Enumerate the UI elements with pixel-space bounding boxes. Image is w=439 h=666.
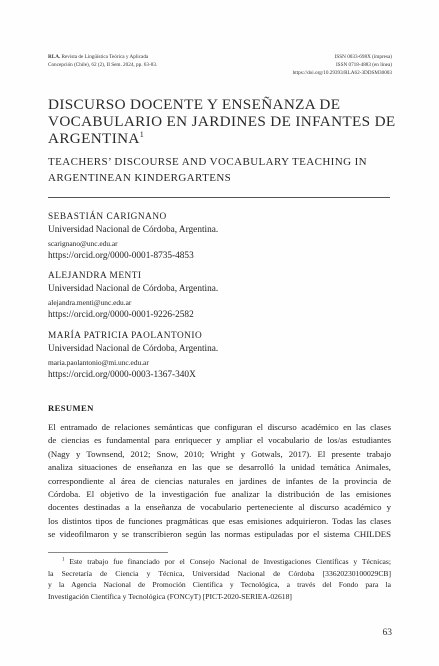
author-name: ALEJANDRA MENTI (48, 271, 142, 281)
doi-link[interactable]: https://doi.org/10.29393/RLA62-3DDSM30003 (292, 70, 392, 76)
resumen-line: analiza situaciones de enseñanza en las que se desarrolló la unidad temática Animales, (48, 462, 391, 473)
journal-abbrev: RLA. (48, 54, 61, 60)
footnote-mark: 1 (62, 557, 65, 563)
footnote-line (48, 556, 391, 568)
author-name: MARÍA PATRICIA PAOLANTONIO (48, 331, 203, 341)
author-institution: Universidad Nacional de Córdoba, Argentina. (48, 225, 219, 235)
author-email[interactable]: alejandra.menti@unc.edu.ar (48, 298, 132, 307)
author-name: SEBASTIÁN CARIGNANO (48, 212, 167, 222)
resumen-heading: RESUMEN (48, 403, 94, 413)
journal-name: Revista de Lingüística Teórica y Aplicada (61, 54, 149, 60)
author-institution: Universidad Nacional de Córdoba, Argentina. (48, 284, 219, 294)
issn-online: ISSN 0718-4883 (en línea) (335, 62, 392, 68)
author-orcid[interactable]: https://orcid.org/0000-0001-9226-2582 (48, 310, 194, 320)
title-line-2: VOCABULARIO EN JARDINES DE INFANTES DE (48, 113, 396, 130)
resumen-line: docentes destinadas a la enseñanza de vocabulario perteneciente al discurso académico y (48, 502, 391, 513)
footnote-line: y la Agencia Nacional de Promoción Científica y Tecnológica, a través del Fondo para la (48, 580, 391, 590)
footnote-line: la Secretaría de Ciencia y Técnica, Universidad Nacional de Córdoba [33620230100029CB] (48, 568, 391, 578)
resumen-line: Córdoba. El objetivo de la investigación fue analizar la distribución de las emisiones (48, 489, 391, 500)
title-divider (48, 197, 390, 198)
resumen-line: se videofilmaron y se transcribieron según las normas estipuladas por el sistema CHILDES (48, 529, 391, 540)
author-block (48, 330, 388, 382)
author-orcid[interactable]: https://orcid.org/0000-0001-8735-4853 (48, 251, 194, 261)
author-institution: Universidad Nacional de Córdoba, Argentina. (48, 344, 219, 354)
subtitle-line-1: TEACHERS’ DISCOURSE AND VOCABULARY TEACHING IN (48, 156, 367, 168)
resumen-line: correspondiente al área de ciencias naturales en jardines de infantes de la provincia de (48, 475, 391, 486)
footnote-line: Investigación Científica y Tecnológica (FONCyT) [PICT-2020-SERIEA-02618] (48, 591, 292, 601)
resumen-line: (Nagy y Townsend, 2012; Snow, 2010; Wright y Gotwals, 2017). El presente trabajo (48, 448, 391, 459)
author-block (48, 270, 388, 322)
page-number: 63 (382, 628, 392, 638)
author-email[interactable]: scarignano@unc.edu.ar (48, 239, 118, 248)
title-footnote-mark[interactable]: 1 (139, 129, 144, 139)
subtitle-line-2: ARGENTINEAN KINDERGARTENS (48, 172, 232, 184)
author-block (48, 211, 388, 263)
journal-citation: Concepción (Chile), 62 (2), II Sem. 2024, pp. 63-83. (48, 62, 158, 68)
title-line-1: DISCURSO DOCENTE Y ENSEÑANZA DE (48, 96, 341, 113)
resumen-line: de ciencias es fundamental para enriquecer y ampliar el vocabulario de los/as estudiantes (48, 435, 391, 446)
article-title (48, 96, 398, 147)
footnote-divider (48, 552, 168, 553)
journal-header-right (192, 53, 392, 77)
author-email[interactable]: maria.paolantonio@mi.unc.edu.ar (48, 358, 149, 367)
article-subtitle (48, 154, 398, 186)
title-line-3: ARGENTINA (48, 130, 140, 147)
resumen-line: El entramado de relaciones semánticas que configuran el discurso académico en las clases (48, 422, 391, 432)
issn-print: ISSN 0033-698X (impresa) (334, 54, 392, 60)
resumen-line: los distintos tipos de funciones pragmáticas que esas emisiones adquirieron. Todas las clases (48, 515, 391, 526)
footnote-line-text: Este trabajo fue financiado por el Consejo Nacional de Investigaciones Científicas y Técnicas; (69, 557, 391, 566)
resumen-body (48, 421, 391, 542)
funding-footnote (48, 556, 391, 602)
author-orcid[interactable]: https://orcid.org/0000-0003-1367-340X (48, 370, 196, 380)
